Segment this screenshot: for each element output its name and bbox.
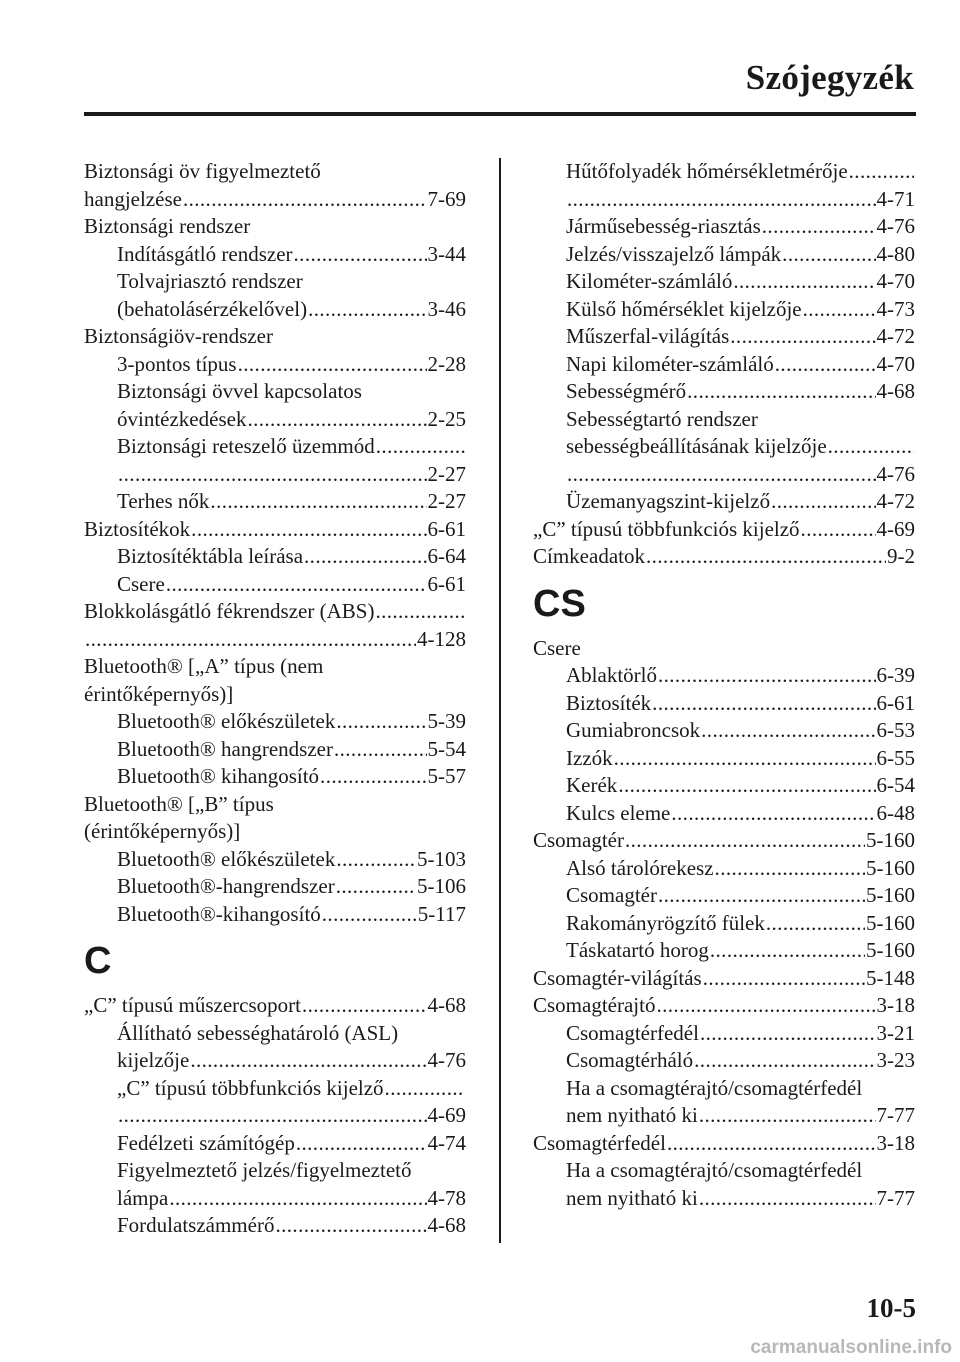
entry-text: „C” típusú műszercsoport — [84, 993, 301, 1017]
index-entry — [84, 323, 466, 351]
index-subentry — [84, 763, 466, 791]
index-subentry — [84, 461, 466, 489]
index-subentry — [84, 1075, 466, 1103]
entry-text: Biztosítéktábla leírása — [117, 544, 304, 568]
index-subentry — [84, 406, 466, 434]
dot-leader — [771, 488, 875, 516]
entry-page-ref: 4-72 — [876, 489, 915, 513]
dot-leader — [183, 186, 427, 214]
dot-leader — [801, 516, 876, 544]
dot-leader — [687, 378, 875, 406]
index-subentry — [84, 846, 466, 874]
index-entry — [533, 965, 915, 993]
entry-text: Biztonsági reteszelő üzemmód — [117, 434, 375, 458]
page-number: 10-5 — [866, 1293, 916, 1323]
entry-text: Bluetooth® hangrendszer — [117, 736, 333, 761]
index-entry — [84, 681, 466, 709]
index-subentry — [533, 1185, 915, 1213]
entry-text: Ablaktörlő — [566, 663, 657, 687]
entry-page-ref: 3-44 — [427, 241, 466, 266]
entry-text: Csere — [117, 571, 165, 596]
entry-text: Indításgátló rendszer — [117, 241, 293, 266]
entry-text: Jelzés/visszajelző lámpák — [566, 241, 782, 266]
dot-leader — [85, 626, 416, 654]
dot-leader — [667, 1130, 876, 1158]
dot-leader — [762, 213, 876, 241]
entry-text: Terhes nők — [117, 489, 210, 513]
index-subentry — [84, 241, 466, 269]
entry-page-ref: 4-68 — [876, 379, 915, 403]
index-entry — [84, 791, 466, 819]
entry-page-ref: 4-76 — [876, 214, 915, 238]
index-subentry — [84, 268, 466, 296]
entry-text: Bluetooth®-hangrendszer — [117, 874, 335, 898]
dot-leader — [671, 800, 875, 828]
index-entry — [84, 992, 466, 1020]
entry-page-ref: 3-46 — [427, 296, 466, 321]
watermark: carmanualsonline.info — [750, 1337, 952, 1358]
section-heading: CS — [533, 582, 586, 625]
entry-text: 3-pontos típus — [117, 351, 237, 376]
index-subentry — [533, 296, 915, 324]
dot-leader — [302, 992, 427, 1020]
index-subentry — [84, 378, 466, 406]
entry-page-ref: 4-70 — [876, 351, 915, 376]
entry-text: Műszerfal-világítás — [566, 324, 730, 348]
index-subentry — [533, 745, 915, 773]
page-title: Szójegyzék — [745, 58, 914, 97]
dot-leader — [614, 745, 876, 773]
index-subentry — [533, 855, 915, 883]
entry-page-ref: 5-160 — [866, 883, 915, 907]
entry-page-ref: 6-61 — [427, 571, 466, 596]
dot-leader — [308, 296, 426, 324]
entry-text: Biztonsági rendszer — [84, 214, 251, 238]
index-subentry — [84, 1047, 466, 1075]
dot-leader — [376, 433, 465, 461]
entry-page-ref: 5-103 — [417, 846, 466, 871]
entry-page-ref: 4-73 — [876, 296, 915, 321]
dot-leader — [656, 992, 875, 1020]
index-subentry — [84, 571, 466, 599]
entry-page-ref: 4-69 — [427, 1103, 466, 1127]
entry-text: óvintézkedések — [117, 406, 247, 431]
index-subentry — [84, 873, 466, 901]
entry-text: Hűtőfolyadék hőmérsékletmérője — [566, 159, 848, 183]
entry-text: Bluetooth® előkészületek — [117, 846, 336, 871]
entry-text: Biztonságiöv-rendszer — [84, 324, 273, 348]
entry-text: Csomagtér — [566, 883, 657, 907]
index-entry — [84, 598, 466, 626]
index-entry — [84, 818, 466, 846]
index-entry — [84, 213, 466, 241]
index-subentry — [84, 488, 466, 516]
index-subentry — [533, 1047, 915, 1075]
index-subentry — [84, 1157, 466, 1185]
entry-text: Táskatartó horog — [566, 938, 709, 962]
dot-leader — [375, 598, 465, 626]
index-subentry — [533, 488, 915, 516]
index-entry — [84, 516, 466, 544]
entry-text: Sebességmérő — [566, 379, 687, 403]
dot-leader — [652, 690, 875, 718]
index-entry — [84, 186, 466, 214]
dot-leader — [782, 241, 875, 269]
entry-text: Napi kilométer-számláló — [566, 351, 774, 376]
index-subentry — [533, 268, 915, 296]
dot-leader — [334, 736, 427, 764]
index-entry — [533, 827, 915, 855]
entry-page-ref: 4-128 — [417, 626, 466, 651]
index-subentry — [84, 901, 466, 929]
entry-page-ref: 4-68 — [427, 993, 466, 1017]
index-subentry — [533, 351, 915, 379]
entry-page-ref: 5-148 — [866, 965, 915, 990]
entry-text: Alsó tárolórekesz — [566, 855, 714, 880]
entry-page-ref: 5-39 — [427, 709, 466, 733]
entry-text: érintőképernyős)] — [84, 681, 234, 706]
entry-page-ref: 4-71 — [876, 186, 915, 211]
index-subentry — [84, 1185, 466, 1213]
entry-text: Bluetooth® [„A” típus (nem — [84, 654, 324, 678]
entry-text: Csomagtérfedél — [566, 1020, 699, 1045]
entry-text: Bluetooth® előkészületek — [117, 709, 336, 733]
entry-text: Fordulatszámmérő — [117, 1213, 275, 1237]
index-entry — [533, 992, 915, 1020]
entry-text: Kilométer-számláló — [566, 269, 733, 293]
index-subentry — [533, 378, 915, 406]
dot-leader — [304, 543, 426, 571]
dot-leader — [694, 1047, 875, 1075]
index-entry — [84, 653, 466, 681]
dot-leader — [385, 1075, 465, 1103]
entry-text: Járműsebesség-riasztás — [566, 214, 761, 238]
header-rule — [84, 112, 916, 116]
entry-text: Csomagtér-világítás — [533, 965, 702, 990]
index-entry — [84, 626, 466, 654]
dot-leader — [238, 351, 427, 379]
entry-page-ref: 5-117 — [417, 901, 466, 926]
index-subentry — [533, 158, 915, 186]
index-subentry — [533, 461, 915, 489]
dot-leader — [730, 323, 875, 351]
entry-page-ref: 4-80 — [876, 241, 915, 266]
index-entry — [533, 543, 915, 571]
entry-text: Izzók — [566, 745, 613, 770]
entry-page-ref: 3-18 — [876, 1130, 915, 1155]
index-subentry — [84, 296, 466, 324]
dot-leader — [190, 1047, 426, 1075]
entry-page-ref: 4-72 — [876, 324, 915, 348]
entry-text: Csomagtérháló — [566, 1048, 694, 1072]
entry-text: nem nyitható ki — [566, 1185, 698, 1210]
entry-text: sebességbeállításának kijelzője — [566, 434, 827, 458]
index-subentry — [84, 543, 466, 571]
dot-leader — [658, 882, 865, 910]
index-subentry — [533, 800, 915, 828]
entry-text: Biztosítékok — [84, 516, 191, 541]
entry-page-ref: 7-77 — [876, 1103, 915, 1127]
entry-text: Gumiabroncsok — [566, 718, 701, 742]
dot-leader — [336, 846, 416, 874]
index-subentry — [84, 1130, 466, 1158]
entry-page-ref: 4-78 — [427, 1185, 466, 1210]
index-subentry — [533, 662, 915, 690]
index-subentry — [533, 882, 915, 910]
index-subentry — [84, 1102, 466, 1130]
index-subentry — [533, 213, 915, 241]
index-subentry — [533, 717, 915, 745]
dot-leader — [625, 827, 865, 855]
dot-leader — [166, 571, 427, 599]
dot-leader — [703, 965, 865, 993]
dot-leader — [618, 772, 875, 800]
entry-text: Kulcs eleme — [566, 800, 671, 825]
entry-text: „C” típusú többfunkciós kijelző — [117, 1075, 384, 1100]
dot-leader — [169, 1185, 426, 1213]
entry-text: Ha a csomagtérajtó/csomagtérfedél — [566, 1158, 863, 1182]
entry-page-ref: 5-160 — [866, 910, 915, 935]
index-subentry — [84, 708, 466, 736]
dot-leader — [210, 488, 426, 516]
entry-page-ref: 4-76 — [876, 461, 915, 486]
entry-page-ref: 5-54 — [427, 736, 466, 761]
entry-text: Csere — [533, 635, 581, 660]
dot-leader — [322, 901, 417, 929]
index-subentry — [533, 937, 915, 965]
entry-page-ref: 7-77 — [876, 1185, 915, 1210]
entry-page-ref: 3-21 — [876, 1020, 915, 1045]
index-subentry — [533, 433, 915, 461]
dot-leader — [275, 1212, 426, 1240]
index-column-left — [84, 158, 466, 1240]
entry-page-ref: 2-27 — [427, 489, 466, 513]
entry-page-ref: 6-55 — [876, 745, 915, 770]
entry-page-ref: 4-74 — [427, 1130, 466, 1155]
entry-page-ref: 2-25 — [427, 406, 466, 431]
dot-leader — [699, 1102, 876, 1130]
entry-page-ref: 4-70 — [876, 269, 915, 293]
index-subentry — [533, 690, 915, 718]
entry-text: kijelzője — [117, 1048, 190, 1072]
entry-text: (érintőképernyős)] — [84, 819, 241, 843]
index-subentry — [533, 323, 915, 351]
entry-page-ref: 5-57 — [427, 764, 466, 788]
index-subentry — [533, 186, 915, 214]
index-entry — [533, 516, 915, 544]
index-subentry — [533, 406, 915, 434]
dot-leader — [658, 662, 876, 690]
index-subentry — [533, 1102, 915, 1130]
entry-text: Fedélzeti számítógép — [117, 1130, 295, 1155]
entry-text: Rakományrögzítő fülek — [566, 910, 765, 935]
entry-text: (behatolásérzékelővel) — [117, 296, 308, 321]
dot-leader — [733, 268, 875, 296]
dot-leader — [849, 158, 914, 186]
dot-leader — [710, 937, 865, 965]
entry-text: Figyelmeztető jelzés/figyelmeztető — [117, 1158, 412, 1182]
dot-leader — [701, 717, 875, 745]
entry-text: Bluetooth®-kihangosító — [117, 901, 321, 926]
entry-text: Csomagtérajtó — [533, 993, 656, 1017]
entry-text: Biztonsági öv figyelmeztető — [84, 159, 321, 183]
entry-text: nem nyitható ki — [566, 1103, 698, 1127]
entry-page-ref: 4-69 — [876, 516, 915, 541]
index-subentry — [533, 1075, 915, 1103]
entry-text: Biztosíték — [566, 690, 652, 715]
index-entry — [84, 158, 466, 186]
entry-page-ref: 2-28 — [427, 351, 466, 376]
entry-text: Bluetooth® kihangosító — [117, 764, 320, 788]
index-subentry — [533, 772, 915, 800]
entry-page-ref: 6-61 — [876, 690, 915, 715]
dot-leader — [646, 543, 886, 571]
index-subentry — [84, 1212, 466, 1240]
entry-text: lámpa — [117, 1185, 169, 1210]
entry-text: Tolvajriasztó rendszer — [117, 269, 303, 293]
dot-leader — [699, 1185, 876, 1213]
entry-page-ref: 4-76 — [427, 1048, 466, 1072]
index-subentry — [533, 910, 915, 938]
entry-page-ref: 6-54 — [876, 773, 915, 797]
entry-text: Ha a csomagtérajtó/csomagtérfedél — [566, 1075, 863, 1100]
section-heading: C — [84, 940, 112, 982]
dot-leader — [700, 1020, 876, 1048]
entry-text: Csomagtérfedél — [533, 1130, 666, 1155]
dot-leader — [336, 873, 416, 901]
index-subentry — [84, 351, 466, 379]
index-subentry — [84, 433, 466, 461]
entry-page-ref: 6-64 — [427, 544, 466, 568]
dot-leader — [766, 910, 865, 938]
dot-leader — [336, 708, 426, 736]
index-entry — [533, 1130, 915, 1158]
entry-text: „C” típusú többfunkciós kijelző — [533, 516, 800, 541]
dot-leader — [191, 516, 426, 544]
entry-page-ref: 4-68 — [427, 1213, 466, 1237]
index-subentry — [533, 1020, 915, 1048]
entry-page-ref: 5-160 — [866, 828, 915, 852]
entry-page-ref: 5-106 — [417, 874, 466, 898]
dot-leader — [715, 855, 865, 883]
dot-leader — [296, 1130, 427, 1158]
dot-leader — [803, 296, 876, 324]
entry-text: Címkeadatok — [533, 544, 645, 568]
entry-text: Csomagtér — [533, 828, 624, 852]
entry-page-ref: 5-160 — [866, 855, 915, 880]
entry-page-ref: 6-48 — [876, 800, 915, 825]
entry-text: Bluetooth® [„B” típus — [84, 791, 274, 816]
entry-page-ref: 6-53 — [876, 718, 915, 742]
dot-leader — [294, 241, 427, 269]
index-entry — [533, 635, 915, 663]
index-subentry — [533, 1157, 915, 1185]
dot-leader — [247, 406, 426, 434]
entry-page-ref: 9-2 — [887, 544, 915, 568]
entry-page-ref: 3-23 — [876, 1048, 915, 1072]
index-subentry — [533, 241, 915, 269]
entry-text: hangjelzése — [84, 186, 182, 211]
entry-page-ref: 5-160 — [866, 938, 915, 962]
dot-leader — [118, 461, 427, 489]
entry-text: Külső hőmérséklet kijelzője — [566, 296, 802, 321]
entry-page-ref: 2-27 — [427, 461, 466, 486]
dot-leader — [567, 186, 876, 214]
entry-text: Állítható sebességhatároló (ASL) — [117, 1020, 399, 1045]
index-column-right — [533, 158, 915, 1212]
index-subentry — [84, 736, 466, 764]
dot-leader — [567, 461, 876, 489]
dot-leader — [320, 763, 426, 791]
dot-leader — [828, 433, 914, 461]
entry-text: Biztonsági övvel kapcsolatos — [117, 379, 362, 403]
entry-text: Blokkolásgátló fékrendszer (ABS) — [84, 599, 375, 623]
dot-leader — [118, 1102, 427, 1130]
column-divider — [499, 158, 501, 1243]
entry-text: Sebességtartó rendszer — [566, 406, 758, 431]
entry-page-ref: 6-39 — [876, 663, 915, 687]
entry-page-ref: 3-18 — [876, 993, 915, 1017]
entry-page-ref: 6-61 — [427, 516, 466, 541]
dot-leader — [775, 351, 876, 379]
index-subentry — [84, 1020, 466, 1048]
entry-text: Üzemanyagszint-kijelző — [566, 489, 771, 513]
entry-text: Kerék — [566, 773, 618, 797]
entry-page-ref: 7-69 — [427, 186, 466, 211]
